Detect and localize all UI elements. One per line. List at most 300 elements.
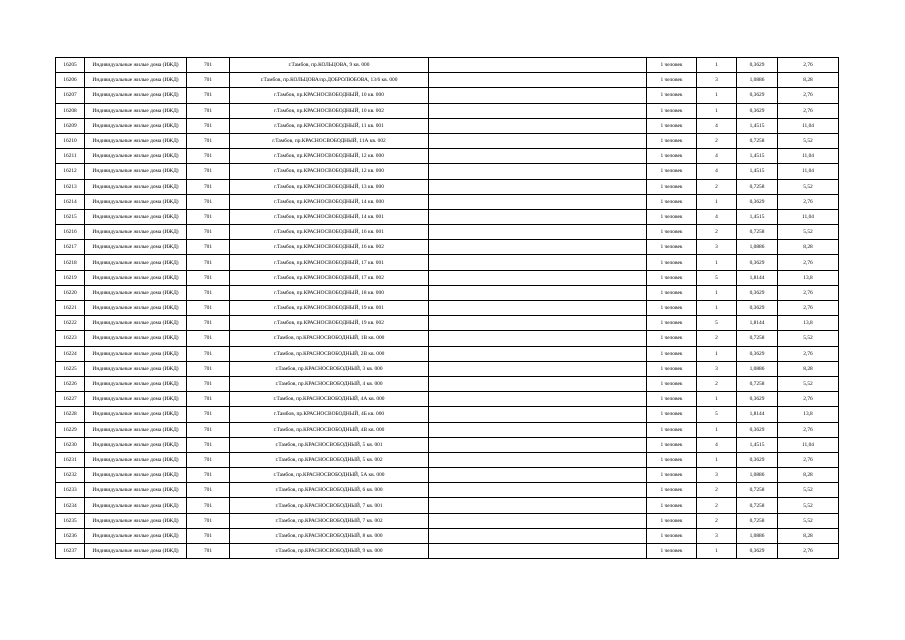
cell-blank	[429, 88, 647, 103]
cell-total: 8,28	[778, 528, 839, 543]
cell-unit: 1 человек	[647, 164, 697, 179]
cell-count: 2	[697, 225, 737, 240]
cell-count: 2	[697, 498, 737, 513]
cell-type: Индивидуальные жилые дома (ИЖД)	[85, 149, 187, 164]
cell-id: 16205	[56, 58, 85, 73]
cell-unit: 1 человек	[647, 331, 697, 346]
cell-total: 11,04	[778, 118, 839, 133]
cell-address: г.Тамбов, пр.КРАСНОСВОБОДНЫЙ, 6 кв. 000	[230, 483, 429, 498]
cell-address: г.Тамбов, пр.КРАСНОСВОБОДНЫЙ, 3 кв. 000	[230, 361, 429, 376]
cell-type: Индивидуальные жилые дома (ИЖД)	[85, 544, 187, 559]
cell-unit: 1 человек	[647, 513, 697, 528]
cell-address: г.Тамбов, пр.КРАСНОСВОБОДНЫЙ, 16 кв. 002	[230, 240, 429, 255]
cell-type: Индивидуальные жилые дома (ИЖД)	[85, 407, 187, 422]
cell-address: г.Тамбов, пр.КРАСНОСВОБОДНЫЙ, 19 кв. 001	[230, 301, 429, 316]
cell-count: 1	[697, 452, 737, 467]
cell-rate: 0,7258	[737, 225, 778, 240]
cell-rate: 1,8144	[737, 316, 778, 331]
cell-type: Индивидуальные жилые дома (ИЖД)	[85, 118, 187, 133]
cell-total: 11,04	[778, 437, 839, 452]
cell-type: Индивидуальные жилые дома (ИЖД)	[85, 285, 187, 300]
cell-count: 2	[697, 513, 737, 528]
cell-address: г.Тамбов, пр.КОЛЬЦОВА/пр.ДОБРОЛЮБОВА, 13/6 кв. 000	[230, 73, 429, 88]
cell-unit: 1 человек	[647, 240, 697, 255]
cell-blank	[429, 544, 647, 559]
cell-code: 701	[187, 270, 230, 285]
cell-address: г.Тамбов, пр.КРАСНОСВОБОДНЫЙ, 12 кв. 000	[230, 164, 429, 179]
table-row	[56, 164, 839, 179]
cell-id: 16218	[56, 255, 85, 270]
table-row	[56, 468, 839, 483]
cell-rate: 0,3629	[737, 58, 778, 73]
cell-code: 701	[187, 240, 230, 255]
cell-address: г.Тамбов, пр.КРАСНОСВОБОДНЫЙ, 10 кв. 000	[230, 88, 429, 103]
table-row	[56, 331, 839, 346]
cell-type: Индивидуальные жилые дома (ИЖД)	[85, 133, 187, 148]
cell-unit: 1 человек	[647, 255, 697, 270]
cell-blank	[429, 164, 647, 179]
cell-code: 701	[187, 528, 230, 543]
cell-rate: 0,3629	[737, 255, 778, 270]
cell-total: 13,8	[778, 316, 839, 331]
cell-id: 16228	[56, 407, 85, 422]
cell-id: 16235	[56, 513, 85, 528]
cell-unit: 1 человек	[647, 452, 697, 467]
cell-id: 16223	[56, 331, 85, 346]
cell-code: 701	[187, 301, 230, 316]
cell-total: 5,52	[778, 331, 839, 346]
cell-id: 16217	[56, 240, 85, 255]
cell-code: 701	[187, 468, 230, 483]
cell-type: Индивидуальные жилые дома (ИЖД)	[85, 361, 187, 376]
cell-blank	[429, 346, 647, 361]
cell-count: 1	[697, 346, 737, 361]
cell-total: 5,52	[778, 498, 839, 513]
cell-unit: 1 человек	[647, 225, 697, 240]
cell-count: 5	[697, 316, 737, 331]
cell-type: Индивидуальные жилые дома (ИЖД)	[85, 103, 187, 118]
cell-rate: 1,8144	[737, 270, 778, 285]
cell-code: 701	[187, 452, 230, 467]
cell-unit: 1 человек	[647, 468, 697, 483]
cell-type: Индивидуальные жилые дома (ИЖД)	[85, 209, 187, 224]
cell-rate: 0,7258	[737, 483, 778, 498]
cell-count: 1	[697, 392, 737, 407]
cell-count: 3	[697, 73, 737, 88]
cell-count: 5	[697, 270, 737, 285]
cell-total: 5,52	[778, 225, 839, 240]
cell-blank	[429, 103, 647, 118]
cell-total: 5,52	[778, 513, 839, 528]
cell-rate: 0,3629	[737, 392, 778, 407]
cell-code: 701	[187, 179, 230, 194]
cell-code: 701	[187, 407, 230, 422]
cell-unit: 1 человек	[647, 483, 697, 498]
cell-id: 16206	[56, 73, 85, 88]
cell-count: 1	[697, 194, 737, 209]
cell-unit: 1 человек	[647, 407, 697, 422]
cell-blank	[429, 118, 647, 133]
cell-rate: 0,3629	[737, 301, 778, 316]
cell-count: 2	[697, 133, 737, 148]
cell-unit: 1 человек	[647, 528, 697, 543]
cell-count: 2	[697, 179, 737, 194]
cell-address: г.Тамбов, пр.КРАСНОСВОБОДНЫЙ, 7 кв. 001	[230, 498, 429, 513]
cell-type: Индивидуальные жилые дома (ИЖД)	[85, 255, 187, 270]
cell-id: 16212	[56, 164, 85, 179]
cell-id: 16222	[56, 316, 85, 331]
cell-id: 16210	[56, 133, 85, 148]
table-row	[56, 58, 839, 73]
table-row	[56, 73, 839, 88]
cell-unit: 1 человек	[647, 133, 697, 148]
cell-count: 1	[697, 422, 737, 437]
cell-unit: 1 человек	[647, 544, 697, 559]
table-row	[56, 513, 839, 528]
cell-unit: 1 человек	[647, 103, 697, 118]
table-row	[56, 528, 839, 543]
cell-rate: 1,8144	[737, 407, 778, 422]
cell-id: 16229	[56, 422, 85, 437]
cell-address: г.Тамбов, пр.КРАСНОСВОБОДНЫЙ, 5 кв. 001	[230, 437, 429, 452]
cell-blank	[429, 331, 647, 346]
cell-code: 701	[187, 133, 230, 148]
cell-unit: 1 человек	[647, 270, 697, 285]
cell-total: 13,8	[778, 270, 839, 285]
cell-id: 16216	[56, 225, 85, 240]
cell-count: 3	[697, 468, 737, 483]
cell-code: 701	[187, 483, 230, 498]
cell-rate: 1,0886	[737, 361, 778, 376]
cell-unit: 1 человек	[647, 118, 697, 133]
cell-total: 2,76	[778, 194, 839, 209]
cell-code: 701	[187, 544, 230, 559]
cell-address: г.Тамбов, пр.КРАСНОСВОБОДНЫЙ, 12 кв. 000	[230, 149, 429, 164]
cell-count: 4	[697, 209, 737, 224]
cell-rate: 1,0886	[737, 528, 778, 543]
cell-rate: 1,4515	[737, 437, 778, 452]
cell-id: 16209	[56, 118, 85, 133]
cell-total: 11,04	[778, 149, 839, 164]
cell-rate: 0,7258	[737, 376, 778, 391]
cell-total: 5,52	[778, 483, 839, 498]
table-row	[56, 361, 839, 376]
cell-id: 16213	[56, 179, 85, 194]
cell-rate: 0,3629	[737, 452, 778, 467]
cell-unit: 1 человек	[647, 285, 697, 300]
cell-count: 3	[697, 240, 737, 255]
cell-rate: 0,7258	[737, 179, 778, 194]
cell-type: Индивидуальные жилые дома (ИЖД)	[85, 392, 187, 407]
cell-count: 1	[697, 88, 737, 103]
cell-blank	[429, 209, 647, 224]
table-row	[56, 376, 839, 391]
cell-type: Индивидуальные жилые дома (ИЖД)	[85, 452, 187, 467]
cell-total: 2,76	[778, 452, 839, 467]
cell-unit: 1 человек	[647, 301, 697, 316]
cell-code: 701	[187, 331, 230, 346]
table-row	[56, 316, 839, 331]
table-row	[56, 422, 839, 437]
cell-address: г.Тамбов, пр.КРАСНОСВОБОДНЫЙ, 4Б кв. 000	[230, 407, 429, 422]
cell-type: Индивидуальные жилые дома (ИЖД)	[85, 225, 187, 240]
cell-id: 16231	[56, 452, 85, 467]
cell-address: г.Тамбов, пр.КРАСНОСВОБОДНЫЙ, 1В кв. 000	[230, 331, 429, 346]
cell-type: Индивидуальные жилые дома (ИЖД)	[85, 88, 187, 103]
cell-unit: 1 человек	[647, 498, 697, 513]
table-row	[56, 88, 839, 103]
table-row	[56, 498, 839, 513]
cell-rate: 0,7258	[737, 498, 778, 513]
cell-blank	[429, 361, 647, 376]
cell-id: 16221	[56, 301, 85, 316]
cell-code: 701	[187, 498, 230, 513]
cell-id: 16227	[56, 392, 85, 407]
cell-blank	[429, 179, 647, 194]
table-row	[56, 133, 839, 148]
cell-id: 16215	[56, 209, 85, 224]
cell-id: 16232	[56, 468, 85, 483]
cell-count: 1	[697, 301, 737, 316]
cell-unit: 1 человек	[647, 194, 697, 209]
cell-total: 2,76	[778, 103, 839, 118]
cell-total: 2,76	[778, 88, 839, 103]
cell-id: 16208	[56, 103, 85, 118]
cell-rate: 0,7258	[737, 331, 778, 346]
cell-count: 1	[697, 103, 737, 118]
cell-count: 2	[697, 331, 737, 346]
cell-total: 13,8	[778, 407, 839, 422]
cell-total: 11,04	[778, 164, 839, 179]
cell-code: 701	[187, 513, 230, 528]
table-row	[56, 255, 839, 270]
table-row	[56, 270, 839, 285]
cell-rate: 0,7258	[737, 513, 778, 528]
cell-code: 701	[187, 225, 230, 240]
cell-blank	[429, 513, 647, 528]
cell-address: г.Тамбов, пр.КРАСНОСВОБОДНЫЙ, 19 кв. 002	[230, 316, 429, 331]
cell-id: 16233	[56, 483, 85, 498]
cell-type: Индивидуальные жилые дома (ИЖД)	[85, 437, 187, 452]
cell-address: г.Тамбов, пр.КРАСНОСВОБОДНЫЙ, 17 кв. 001	[230, 255, 429, 270]
cell-address: г.Тамбов, пр.КРАСНОСВОБОДНЫЙ, 4В кв. 000	[230, 422, 429, 437]
table-row	[56, 407, 839, 422]
cell-id: 16236	[56, 528, 85, 543]
cell-address: г.Тамбов, пр.КОЛЬЦОВА, 9 кв. 000	[230, 58, 429, 73]
cell-type: Индивидуальные жилые дома (ИЖД)	[85, 346, 187, 361]
cell-type: Индивидуальные жилые дома (ИЖД)	[85, 164, 187, 179]
cell-address: г.Тамбов, пр.КРАСНОСВОБОДНЫЙ, 14 кв. 001	[230, 209, 429, 224]
cell-id: 16219	[56, 270, 85, 285]
cell-count: 4	[697, 164, 737, 179]
cell-address: г.Тамбов, пр.КРАСНОСВОБОДНЫЙ, 11А кв. 002	[230, 133, 429, 148]
cell-id: 16234	[56, 498, 85, 513]
cell-total: 2,76	[778, 301, 839, 316]
table-row	[56, 544, 839, 559]
cell-type: Индивидуальные жилые дома (ИЖД)	[85, 422, 187, 437]
cell-total: 8,28	[778, 73, 839, 88]
cell-code: 701	[187, 149, 230, 164]
table-row	[56, 301, 839, 316]
cell-unit: 1 человек	[647, 149, 697, 164]
cell-code: 701	[187, 376, 230, 391]
table-row	[56, 194, 839, 209]
cell-total: 5,52	[778, 133, 839, 148]
cell-unit: 1 человек	[647, 437, 697, 452]
cell-blank	[429, 316, 647, 331]
cell-type: Индивидуальные жилые дома (ИЖД)	[85, 468, 187, 483]
cell-address: г.Тамбов, пр.КРАСНОСВОБОДНЫЙ, 2В кв. 000	[230, 346, 429, 361]
cell-count: 5	[697, 407, 737, 422]
cell-code: 701	[187, 209, 230, 224]
cell-unit: 1 человек	[647, 361, 697, 376]
cell-address: г.Тамбов, пр.КРАСНОСВОБОДНЫЙ, 14 кв. 000	[230, 194, 429, 209]
cell-blank	[429, 285, 647, 300]
cell-id: 16214	[56, 194, 85, 209]
cell-address: г.Тамбов, пр.КРАСНОСВОБОДНЫЙ, 13 кв. 000	[230, 179, 429, 194]
cell-count: 1	[697, 255, 737, 270]
cell-type: Индивидуальные жилые дома (ИЖД)	[85, 240, 187, 255]
cell-address: г.Тамбов, пр.КРАСНОСВОБОДНЫЙ, 5 кв. 002	[230, 452, 429, 467]
cell-code: 701	[187, 361, 230, 376]
cell-total: 2,76	[778, 285, 839, 300]
cell-rate: 1,0886	[737, 73, 778, 88]
cell-blank	[429, 255, 647, 270]
cell-type: Индивидуальные жилые дома (ИЖД)	[85, 498, 187, 513]
cell-rate: 0,3629	[737, 422, 778, 437]
cell-rate: 0,3629	[737, 88, 778, 103]
cell-blank	[429, 407, 647, 422]
cell-blank	[429, 73, 647, 88]
cell-code: 701	[187, 346, 230, 361]
cell-type: Индивидуальные жилые дома (ИЖД)	[85, 316, 187, 331]
cell-rate: 0,3629	[737, 194, 778, 209]
cell-rate: 1,4515	[737, 209, 778, 224]
cell-type: Индивидуальные жилые дома (ИЖД)	[85, 331, 187, 346]
cell-type: Индивидуальные жилые дома (ИЖД)	[85, 483, 187, 498]
data-table	[55, 57, 839, 559]
table-row	[56, 346, 839, 361]
cell-blank	[429, 133, 647, 148]
cell-rate: 1,4515	[737, 118, 778, 133]
cell-total: 5,52	[778, 179, 839, 194]
table-row	[56, 392, 839, 407]
cell-total: 2,76	[778, 422, 839, 437]
table-row	[56, 225, 839, 240]
table-row	[56, 483, 839, 498]
cell-id: 16230	[56, 437, 85, 452]
cell-count: 2	[697, 483, 737, 498]
cell-id: 16225	[56, 361, 85, 376]
cell-id: 16224	[56, 346, 85, 361]
cell-unit: 1 человек	[647, 346, 697, 361]
cell-blank	[429, 149, 647, 164]
cell-code: 701	[187, 316, 230, 331]
cell-id: 16237	[56, 544, 85, 559]
cell-blank	[429, 392, 647, 407]
table-row	[56, 179, 839, 194]
cell-address: г.Тамбов, пр.КРАСНОСВОБОДНЫЙ, 5А кв. 000	[230, 468, 429, 483]
cell-total: 8,28	[778, 240, 839, 255]
cell-address: г.Тамбов, пр.КРАСНОСВОБОДНЫЙ, 10 кв. 002	[230, 103, 429, 118]
cell-code: 701	[187, 73, 230, 88]
cell-id: 16226	[56, 376, 85, 391]
table-row	[56, 437, 839, 452]
cell-total: 2,76	[778, 346, 839, 361]
cell-count: 2	[697, 376, 737, 391]
cell-code: 701	[187, 392, 230, 407]
cell-rate: 0,3629	[737, 346, 778, 361]
cell-blank	[429, 437, 647, 452]
cell-count: 1	[697, 285, 737, 300]
cell-blank	[429, 483, 647, 498]
cell-blank	[429, 58, 647, 73]
cell-blank	[429, 301, 647, 316]
cell-address: г.Тамбов, пр.КРАСНОСВОБОДНЫЙ, 17 кв. 002	[230, 270, 429, 285]
cell-total: 8,28	[778, 361, 839, 376]
cell-address: г.Тамбов, пр.КРАСНОСВОБОДНЫЙ, 4А кв. 000	[230, 392, 429, 407]
cell-rate: 1,4515	[737, 164, 778, 179]
cell-type: Индивидуальные жилые дома (ИЖД)	[85, 528, 187, 543]
cell-blank	[429, 194, 647, 209]
cell-address: г.Тамбов, пр.КРАСНОСВОБОДНЫЙ, 4 кв. 000	[230, 376, 429, 391]
cell-rate: 1,0886	[737, 468, 778, 483]
cell-type: Индивидуальные жилые дома (ИЖД)	[85, 513, 187, 528]
cell-address: г.Тамбов, пр.КРАСНОСВОБОДНЫЙ, 9 кв. 000	[230, 544, 429, 559]
cell-rate: 0,3629	[737, 544, 778, 559]
cell-count: 1	[697, 544, 737, 559]
cell-unit: 1 человек	[647, 209, 697, 224]
cell-total: 2,76	[778, 255, 839, 270]
cell-code: 701	[187, 164, 230, 179]
cell-code: 701	[187, 194, 230, 209]
cell-blank	[429, 422, 647, 437]
cell-unit: 1 человек	[647, 179, 697, 194]
cell-count: 4	[697, 437, 737, 452]
cell-blank	[429, 452, 647, 467]
table-row	[56, 103, 839, 118]
table-body	[56, 58, 839, 559]
cell-id: 16207	[56, 88, 85, 103]
cell-address: г.Тамбов, пр.КРАСНОСВОБОДНЫЙ, 18 кв. 000	[230, 285, 429, 300]
cell-unit: 1 человек	[647, 422, 697, 437]
cell-total: 11,04	[778, 209, 839, 224]
table-row	[56, 240, 839, 255]
cell-unit: 1 человек	[647, 376, 697, 391]
table-row	[56, 285, 839, 300]
cell-address: г.Тамбов, пр.КРАСНОСВОБОДНЫЙ, 11 кв. 001	[230, 118, 429, 133]
cell-rate: 1,4515	[737, 149, 778, 164]
cell-count: 3	[697, 361, 737, 376]
cell-blank	[429, 225, 647, 240]
cell-rate: 0,3629	[737, 103, 778, 118]
cell-type: Индивидуальные жилые дома (ИЖД)	[85, 73, 187, 88]
cell-rate: 1,0886	[737, 240, 778, 255]
cell-rate: 0,7258	[737, 133, 778, 148]
cell-blank	[429, 240, 647, 255]
cell-code: 701	[187, 285, 230, 300]
cell-id: 16211	[56, 149, 85, 164]
cell-code: 701	[187, 118, 230, 133]
cell-unit: 1 человек	[647, 316, 697, 331]
cell-code: 701	[187, 437, 230, 452]
cell-address: г.Тамбов, пр.КРАСНОСВОБОДНЫЙ, 7 кв. 002	[230, 513, 429, 528]
cell-blank	[429, 270, 647, 285]
cell-type: Индивидуальные жилые дома (ИЖД)	[85, 179, 187, 194]
cell-type: Индивидуальные жилые дома (ИЖД)	[85, 270, 187, 285]
cell-id: 16220	[56, 285, 85, 300]
cell-total: 2,76	[778, 58, 839, 73]
